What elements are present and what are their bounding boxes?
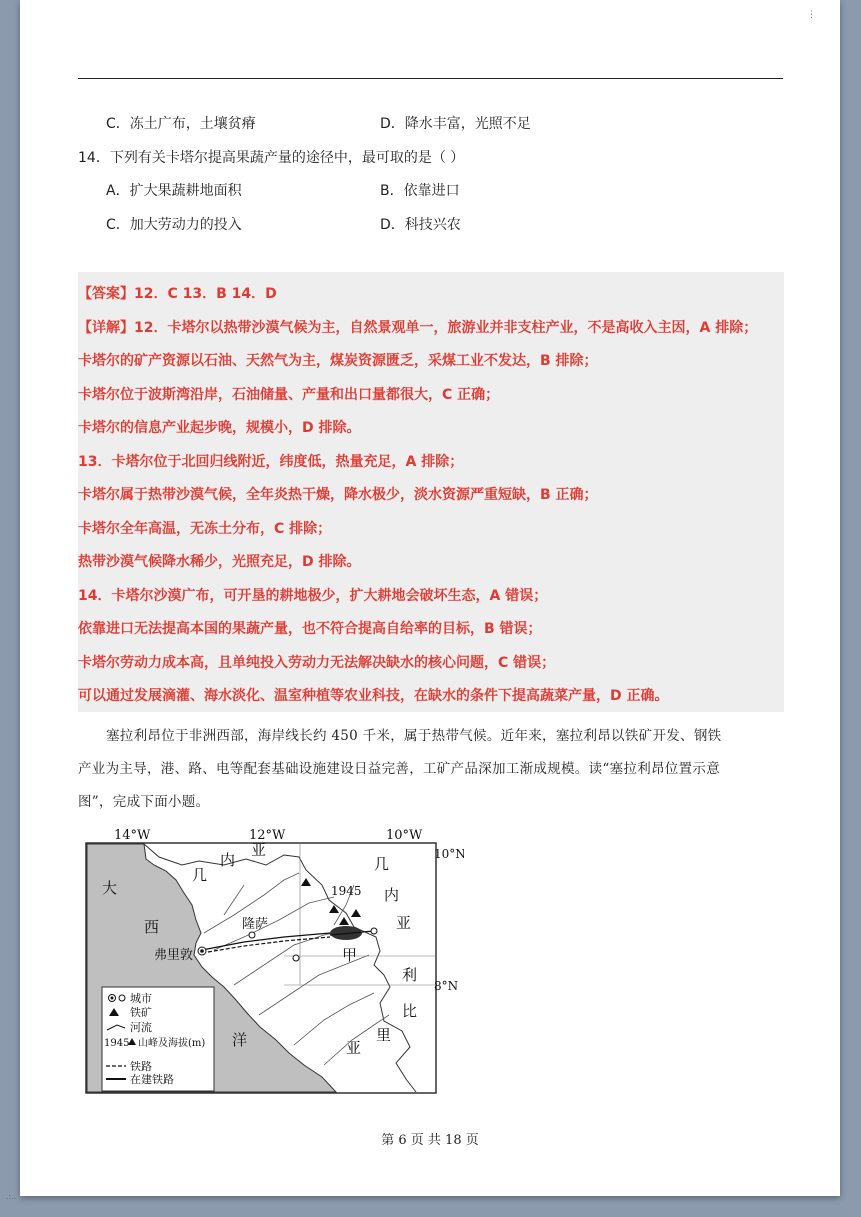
q14-stem: 14．下列有关卡塔尔提高果蔬产量的途径中，最可取的是（ ） bbox=[78, 150, 465, 166]
q14-option-d: D．科技兴农 bbox=[380, 217, 461, 233]
country-label-ji: 几 bbox=[192, 866, 208, 884]
answer-values: 12．C 13．B 14．D bbox=[134, 286, 277, 302]
passage-line-1: 塞拉利昂位于非洲西部，海岸线长约 450 千米，属于热带气候。近年来，塞拉利昂以铁矿开发、钢铁 bbox=[106, 728, 722, 744]
detail-line-10: 依靠进口无法提高本国的果蔬产量，也不符合提高自给率的目标，B 错误； bbox=[78, 621, 542, 637]
answer-tag: 【答案】 bbox=[78, 286, 134, 302]
peak-label: 1945 bbox=[331, 884, 362, 898]
city-longsa: 隆萨 bbox=[242, 917, 269, 932]
passage-line-3: 图”，完成下面小题。 bbox=[78, 794, 210, 810]
detail-text: 12．卡塔尔以热带沙漠气候为主，自然景观单一，旅游业并非支柱产业，不是高收入主因，A 排除； bbox=[134, 320, 758, 336]
detail-line-12: 可以通过发展滴灌、海水淡化、温室种植等农业科技，在缺水的条件下提高蔬菜产量，D 正确。 bbox=[78, 688, 669, 704]
country-label-nei: 内 bbox=[220, 851, 236, 869]
country-label-ji-2: 几 bbox=[374, 855, 390, 873]
detail-line-1 bbox=[78, 317, 757, 337]
passage-line-2: 产业为主导，港、路、电等配套基础设施建设日益完善，工矿产品深加工渐成规模。读“塞拉利昂位置示意 bbox=[78, 761, 720, 777]
q14-option-a: A．扩大果蔬耕地面积 bbox=[106, 183, 242, 199]
detail-line-7: 卡塔尔全年高温，无冻土分布，C 排除； bbox=[78, 521, 332, 537]
country-label-ya: 亚 bbox=[251, 841, 267, 859]
legend-peak: 山峰及海拔(m) bbox=[138, 1038, 206, 1049]
header-rule bbox=[78, 78, 783, 79]
detail-line-3: 卡塔尔位于波斯湾沿岸，石油储量、产量和出口量都很大，C 正确； bbox=[78, 387, 500, 403]
corner-mark: ⋮ bbox=[807, 10, 816, 20]
lon-10-label: 10°W bbox=[386, 828, 423, 843]
lon-14-label: 14°W bbox=[114, 828, 151, 843]
country-label-ya-2: 亚 bbox=[396, 914, 412, 932]
country-label-li: 利 bbox=[402, 966, 418, 984]
scan-mark: .:.. bbox=[6, 1192, 17, 1201]
document-page bbox=[20, 0, 840, 1196]
lat-10-label: 10°N bbox=[434, 847, 464, 861]
detail-tag: 【详解】 bbox=[78, 320, 134, 336]
q14-option-b: B．依靠进口 bbox=[380, 183, 460, 199]
country-label-bi: 比 bbox=[402, 1002, 418, 1020]
answer-box bbox=[78, 272, 784, 712]
city-freetown: 弗里敦 bbox=[154, 948, 194, 963]
detail-line-8: 热带沙漠气候降水稀少，光照充足，D 排除。 bbox=[78, 554, 361, 570]
lat-8-label: 8°N bbox=[434, 979, 459, 993]
lon-12-label: 12°W bbox=[249, 828, 286, 843]
page-footer: 第 6 页 共 18 页 bbox=[381, 1133, 479, 1148]
legend-peak-prefix: 1945 bbox=[104, 1038, 130, 1049]
legend-river: 河流 bbox=[130, 1021, 152, 1034]
detail-line-6: 卡塔尔属于热带沙漠气候，全年炎热干燥，降水极少，淡水资源严重短缺，B 正确； bbox=[78, 487, 598, 503]
country-label-nei-2: 内 bbox=[384, 886, 400, 904]
detail-line-2: 卡塔尔的矿产资源以石油、天然气为主，煤炭资源匮乏，采煤工业不发达，B 排除； bbox=[78, 353, 598, 369]
answer-line bbox=[78, 283, 277, 303]
legend-railway: 铁路 bbox=[130, 1060, 152, 1073]
country-label-li-2: 里 bbox=[376, 1026, 392, 1044]
detail-line-4: 卡塔尔的信息产业起步晚，规模小，D 排除。 bbox=[78, 420, 361, 436]
detail-line-9: 14．卡塔尔沙漠广布，可开垦的耕地极少，扩大耕地会破坏生态，A 错误； bbox=[78, 588, 548, 604]
ocean-label-xi: 西 bbox=[144, 918, 160, 936]
ocean-label-da: 大 bbox=[102, 879, 118, 897]
q13-option-c: C．冻土广布，土壤贫瘠 bbox=[106, 116, 256, 132]
legend-iron: 铁矿 bbox=[130, 1006, 152, 1019]
q14-option-c: C．加大劳动力的投入 bbox=[106, 217, 242, 233]
detail-line-11: 卡塔尔劳动力成本高，且单纯投入劳动力无法解决缺水的核心问题，C 错误； bbox=[78, 655, 556, 671]
q13-option-d: D．降水丰富，光照不足 bbox=[380, 116, 531, 132]
ocean-label-yang: 洋 bbox=[232, 1031, 248, 1049]
detail-line-5: 13．卡塔尔位于北回归线附近，纬度低，热量充足，A 排除； bbox=[78, 454, 464, 470]
sierra-leone-map bbox=[84, 825, 464, 1100]
legend-city: 城市 bbox=[130, 992, 152, 1005]
label-jia: 甲 bbox=[342, 946, 358, 964]
country-label-ya-3: 亚 bbox=[346, 1039, 362, 1057]
legend-railway-building: 在建铁路 bbox=[130, 1073, 174, 1086]
